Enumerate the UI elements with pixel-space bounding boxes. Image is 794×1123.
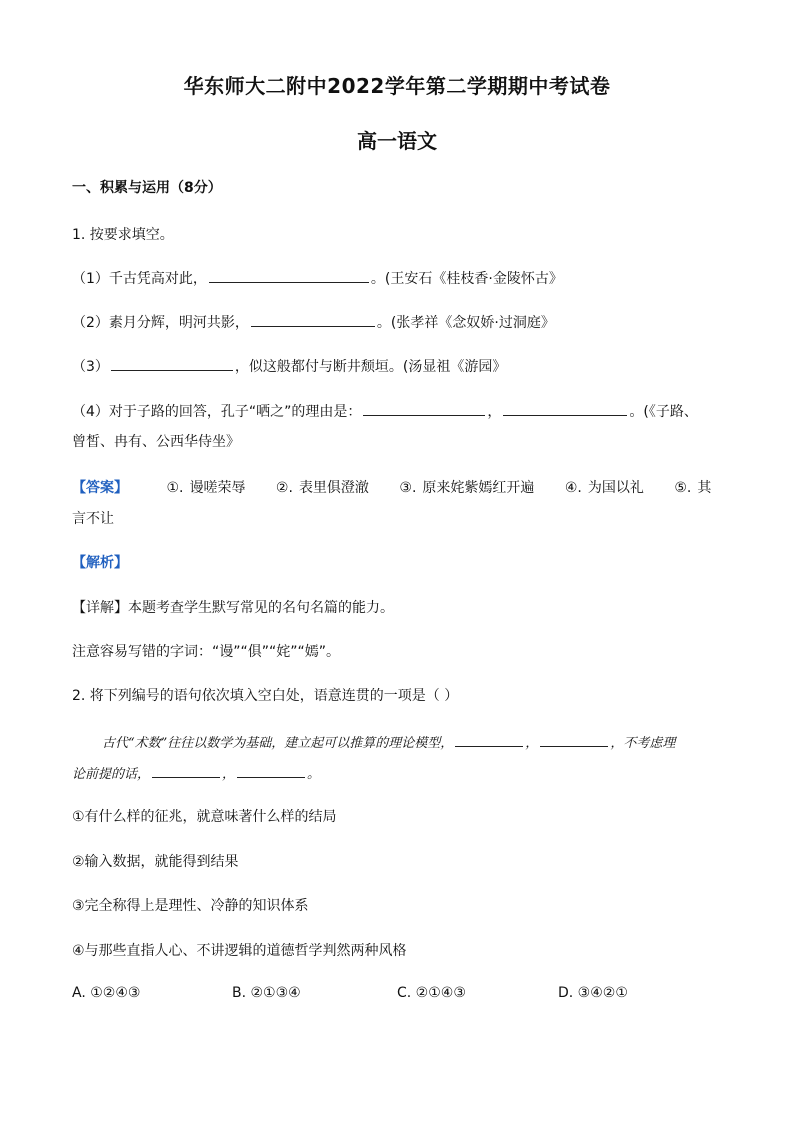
q1-item-3 — [72, 356, 506, 376]
passage-text: 论前提的话， — [72, 767, 151, 782]
passage-blank — [237, 763, 305, 778]
passage-line-1 — [102, 732, 675, 751]
passage-text: ， — [525, 736, 539, 751]
q1-item-2 — [72, 312, 555, 332]
q1-item-1-post: 。(王安石《桂枝香·金陵怀古》 — [370, 271, 563, 287]
q1-item-4-pre: （4）对于子路的回答，孔子“哂之”的理由是： — [72, 404, 362, 420]
answer-row — [72, 477, 711, 497]
answer-item — [565, 477, 644, 497]
answer-text: 原来姹紫嫣红开遍 — [422, 480, 535, 496]
answer-item — [399, 477, 534, 497]
sentence-option-1: ①有什么样的征兆，就意味著什么样的结局 — [72, 809, 337, 825]
q1-item-3-pre: （3） — [72, 359, 109, 375]
answer-row-line2: 言不让 — [72, 511, 114, 527]
exam-title: 华东师大二附中2022学年第二学期期中考试卷 — [183, 74, 611, 98]
q1-item-2-pre: （2）素月分辉，明河共影， — [72, 315, 249, 331]
answer-blank — [363, 401, 485, 416]
analysis-tag: 【解析】 — [72, 555, 128, 571]
sentence-option-4: ④与那些直指人心、不讲逻辑的道德哲学判然两种风格 — [72, 943, 407, 959]
answer-item — [674, 477, 711, 497]
sentence-option-3: ③完全称得上是理性、冷静的知识体系 — [72, 898, 309, 914]
answer-text: 为国以礼 — [587, 480, 644, 496]
q1-item-4-post: 。(《子路、 — [629, 404, 698, 420]
answer-blank — [209, 268, 369, 283]
section-heading: 一、积累与运用（8分） — [72, 180, 222, 196]
passage-blank — [540, 732, 608, 747]
choice-d[interactable]: D. ③④②① — [558, 985, 628, 1001]
question-2-stem: 2. 将下列编号的语句依次填入空白处，语意连贯的一项是（ ） — [72, 688, 459, 704]
answer-text: 其 — [697, 480, 712, 496]
answer-mark: ②. — [275, 480, 293, 496]
passage-text: 。 — [307, 767, 321, 782]
passage-text: 古代“术数”往往以数学为基础，建立起可以推算的理论模型， — [102, 736, 454, 751]
answer-blank — [503, 401, 627, 416]
answer-mark: ③. — [399, 480, 417, 496]
answer-text: 谩嗟荣辱 — [189, 480, 246, 496]
passage-line-2 — [72, 763, 320, 782]
answer-item — [276, 477, 369, 497]
choice-c[interactable]: C. ②①④③ — [397, 985, 466, 1001]
q1-item-1 — [72, 268, 563, 288]
passage-text: ， — [222, 767, 236, 782]
answer-tag: 【答案】 — [72, 480, 128, 496]
detail-text: 【详解】本题考查学生默写常见的名句名篇的能力。 — [72, 600, 394, 616]
q1-item-4 — [72, 401, 698, 421]
answer-item — [166, 477, 245, 497]
answer-blank — [111, 356, 233, 371]
note-text: 注意容易写错的字词：“谩”“俱”“姹”“嫣”。 — [72, 644, 341, 660]
answer-text: 表里俱澄澈 — [298, 480, 369, 496]
answer-blank — [251, 312, 375, 327]
answer-mark: ⑤. — [674, 480, 692, 496]
q1-item-4-line2: 曾皙、冉有、公西华侍坐》 — [72, 434, 240, 450]
subject-title: 高一语文 — [357, 129, 437, 153]
choice-a[interactable]: A. ①②④③ — [72, 985, 141, 1001]
passage-text: ，不考虑理 — [610, 736, 676, 751]
q1-item-2-post: 。(张孝祥《念奴娇·过洞庭》 — [376, 315, 555, 331]
answer-mark: ①. — [166, 480, 184, 496]
choice-b[interactable]: B. ②①③④ — [232, 985, 301, 1001]
q1-item-3-post: ，似这般都付与断井颓垣。(汤显祖《游园》 — [234, 359, 507, 375]
question-1-stem: 1. 按要求填空。 — [72, 227, 174, 243]
q1-item-4-mid: ， — [487, 404, 502, 420]
q1-item-1-pre: （1）千古凭高对此， — [72, 271, 207, 287]
answer-mark: ④. — [564, 480, 582, 496]
sentence-option-2: ②输入数据，就能得到结果 — [72, 854, 239, 870]
passage-blank — [152, 763, 220, 778]
passage-blank — [455, 732, 523, 747]
